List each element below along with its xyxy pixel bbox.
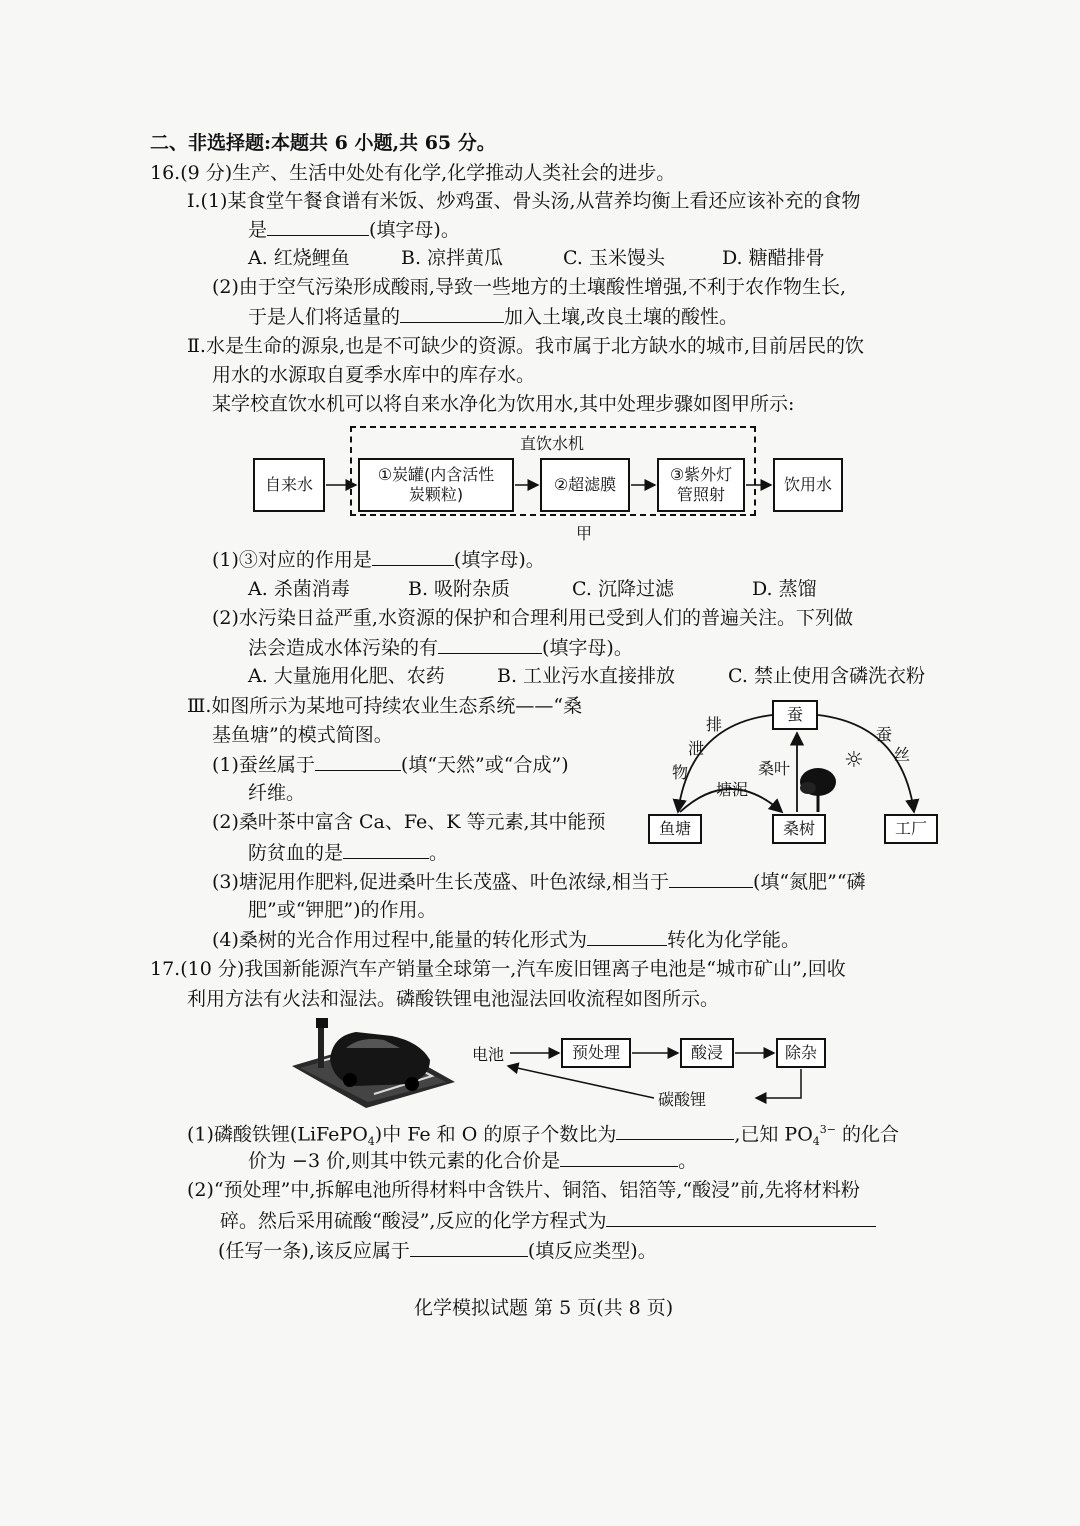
node-ultrafilter: ②超滤膜 <box>540 458 630 512</box>
node-mulberry: 桑树 <box>772 814 826 844</box>
text: 。 <box>429 842 449 864</box>
text: 法会造成水体污染的有 <box>248 637 439 659</box>
page-footer: 化学模拟试题 第 5 页(共 8 页) <box>414 1297 674 1319</box>
subscript: 4 <box>812 1135 820 1149</box>
q16-p2-q2-line2 <box>248 635 633 660</box>
q16-p2-line1: Ⅱ.水是生命的源泉,也是不可缺少的资源。我市属于北方缺水的城市,目前居民的饮 <box>187 335 865 357</box>
text: 转化为化学能。 <box>666 929 800 951</box>
machine-title: 直饮水机 <box>520 434 585 453</box>
text: 加入土壤,改良土壤的酸性。 <box>504 306 739 328</box>
q16-p3-q1 <box>212 752 569 777</box>
q17-q1-line2 <box>248 1148 697 1173</box>
node-tap-water: 自来水 <box>253 458 325 512</box>
flow-remove-impurity: 除杂 <box>776 1038 826 1068</box>
q16-p2-line3: 某学校直饮水机可以将自来水净化为饮用水,其中处理步骤如图甲所示: <box>212 393 795 415</box>
text: (1)磷酸铁锂(LiFePO <box>187 1123 368 1146</box>
text: 炭颗粒) <box>408 485 464 504</box>
text: ,已知 PO <box>734 1123 813 1146</box>
q16-p1-q1-line2 <box>248 217 460 242</box>
label-mud: 塘泥 <box>716 780 749 799</box>
q16-p2-q1-option-c: C. 沉降过滤 <box>572 578 674 600</box>
q16-p2-q1 <box>212 547 545 572</box>
figure-caption: 甲 <box>576 524 593 543</box>
node-carbon-tank <box>358 458 514 512</box>
label-excrement-2: 泄 <box>688 739 705 758</box>
q16-p2-q1-option-a: A. 杀菌消毒 <box>248 578 350 600</box>
q17-q2-line1: (2)“预处理”中,拆解电池所得材料中含铁片、铜箔、铝箔等,“酸浸”前,先将材料粉 <box>187 1179 860 1201</box>
answer-blank[interactable] <box>606 1208 876 1227</box>
text: (3)塘泥用作肥料,促进桑叶生长茂盛、叶色浓绿,相当于 <box>212 871 669 893</box>
answer-blank[interactable] <box>616 1121 734 1140</box>
answer-blank[interactable] <box>400 304 504 323</box>
node-uv-lamp <box>657 458 745 512</box>
answer-blank[interactable] <box>343 840 429 859</box>
text: 防贫血的是 <box>248 842 344 864</box>
subscript: 4 <box>367 1135 375 1149</box>
text: ①炭罐(内含活性 <box>377 465 495 484</box>
q16-p1-q1-option-d: D. 糖醋排骨 <box>722 247 825 269</box>
answer-blank[interactable] <box>669 869 753 888</box>
q16-p1-q1-line1: Ⅰ.(1)某食堂午餐食谱有米饭、炒鸡蛋、骨头汤,从营养均衡上看还应该补充的食物 <box>187 190 861 212</box>
text: (填“天然”或“合成”) <box>400 754 569 776</box>
node-silkworm: 蚕 <box>772 700 818 730</box>
q16-p2-q2-line1: (2)水污染日益严重,水资源的保护和合理利用已受到人们的普遍关注。下列做 <box>212 607 853 629</box>
q16-p2-q2-option-b: B. 工业污水直接排放 <box>497 665 676 687</box>
q17-intro-line1: 17.(10 分)我国新能源汽车产销量全球第一,汽车废旧锂离子电池是“城市矿山”,回收 <box>150 958 846 980</box>
label-silk-2: 丝 <box>894 745 911 764</box>
q16-p1-q1-option-a: A. 红烧鲤鱼 <box>248 247 350 269</box>
label-silk-1: 蚕 <box>876 725 893 744</box>
text: (任写一条),该反应属于 <box>218 1240 410 1262</box>
q16-p3-q2-line1: (2)桑叶茶中富含 Ca、Fe、K 等元素,其中能预 <box>212 811 606 833</box>
answer-blank[interactable] <box>267 217 369 236</box>
label-leaves: 桑叶 <box>758 759 791 778</box>
text: 是 <box>248 219 268 241</box>
answer-blank[interactable] <box>372 547 454 566</box>
answer-blank[interactable] <box>315 752 401 771</box>
text: (填字母)。 <box>369 219 460 241</box>
q16-p3-q3-line1 <box>212 869 866 894</box>
q16-p2-q2-option-c: C. 禁止使用含磷洗衣粉 <box>728 665 925 687</box>
flow-battery: 电池 <box>472 1045 505 1064</box>
q17-q2-line3 <box>218 1238 657 1263</box>
label-excrement-1: 排 <box>706 715 723 734</box>
text: (4)桑树的光合作用过程中,能量的转化形式为 <box>212 929 587 951</box>
q17-intro-line2: 利用方法有火法和湿法。磷酸铁锂电池湿法回收流程如图所示。 <box>187 988 720 1010</box>
q16-p3-q1-line2: 纤维。 <box>248 782 306 804</box>
q16-intro: 16.(9 分)生产、生活中处处有化学,化学推动人类社会的进步。 <box>150 162 676 184</box>
node-drinking-water: 饮用水 <box>773 458 843 512</box>
text: (填“氮肥”“磷 <box>753 871 866 893</box>
flow-acid-leach: 酸浸 <box>680 1038 734 1068</box>
text: 的化合 <box>842 1123 900 1146</box>
text: 价为 −3 价,则其中铁元素的化合价是 <box>248 1150 561 1172</box>
q16-p1-q1-option-c: C. 玉米馒头 <box>563 247 665 269</box>
q16-p1-q1-option-b: B. 凉拌黄瓜 <box>401 247 504 269</box>
text: (1)③对应的作用是 <box>212 549 372 571</box>
q16-p3-line2: 基鱼塘”的模式简图。 <box>212 724 393 746</box>
node-factory: 工厂 <box>884 814 938 844</box>
label-excrement-3: 物 <box>672 763 689 782</box>
q16-p3-line1: Ⅲ.如图所示为某地可持续农业生态系统——“桑 <box>187 695 583 717</box>
text: (填字母)。 <box>542 637 633 659</box>
q16-p3-q3-line2: 肥”或“钾肥”)的作用。 <box>248 899 437 921</box>
text: 碎。然后采用硫酸“酸浸”,反应的化学方程式为 <box>220 1210 607 1232</box>
flow-pretreat: 预处理 <box>561 1038 631 1068</box>
text: (填反应类型)。 <box>527 1240 657 1262</box>
text: (1)蚕丝属于 <box>212 754 315 776</box>
flow-li-carbonate: 碳酸锂 <box>658 1090 707 1109</box>
q16-p2-q1-option-d: D. 蒸馏 <box>752 578 817 600</box>
q16-p2-q1-option-b: B. 吸附杂质 <box>408 578 511 600</box>
node-fishpond: 鱼塘 <box>648 814 702 844</box>
answer-blank[interactable] <box>560 1148 678 1167</box>
answer-blank[interactable] <box>410 1238 528 1257</box>
answer-blank[interactable] <box>438 635 542 654</box>
sun-icon: ☼ <box>844 748 864 773</box>
text: 。 <box>678 1150 698 1172</box>
text: (填字母)。 <box>453 549 545 571</box>
text: 于是人们将适量的 <box>248 306 401 328</box>
q16-p2-q2-option-a: A. 大量施用化肥、农药 <box>248 665 445 687</box>
q17-q2-line2 <box>220 1208 876 1233</box>
text: )中 Fe 和 O 的原子个数比为 <box>374 1123 617 1146</box>
q16-p1-q2-line2 <box>248 304 738 329</box>
text: ③紫外灯 <box>669 465 733 484</box>
text: 管照射 <box>676 485 725 504</box>
q16-p1-q2-line1: (2)由于空气污染形成酸雨,导致一些地方的土壤酸性增强,不利于农作物生长, <box>212 276 847 298</box>
q16-p3-q4 <box>212 927 800 952</box>
answer-blank[interactable] <box>587 927 667 946</box>
superscript: 3− <box>819 1123 836 1136</box>
section-header: 二、非选择题:本题共 6 小题,共 65 分。 <box>150 132 496 154</box>
q16-p2-line2: 用水的水源取自夏季水库中的库存水。 <box>212 364 536 386</box>
q16-p3-q2-line2 <box>248 840 448 865</box>
